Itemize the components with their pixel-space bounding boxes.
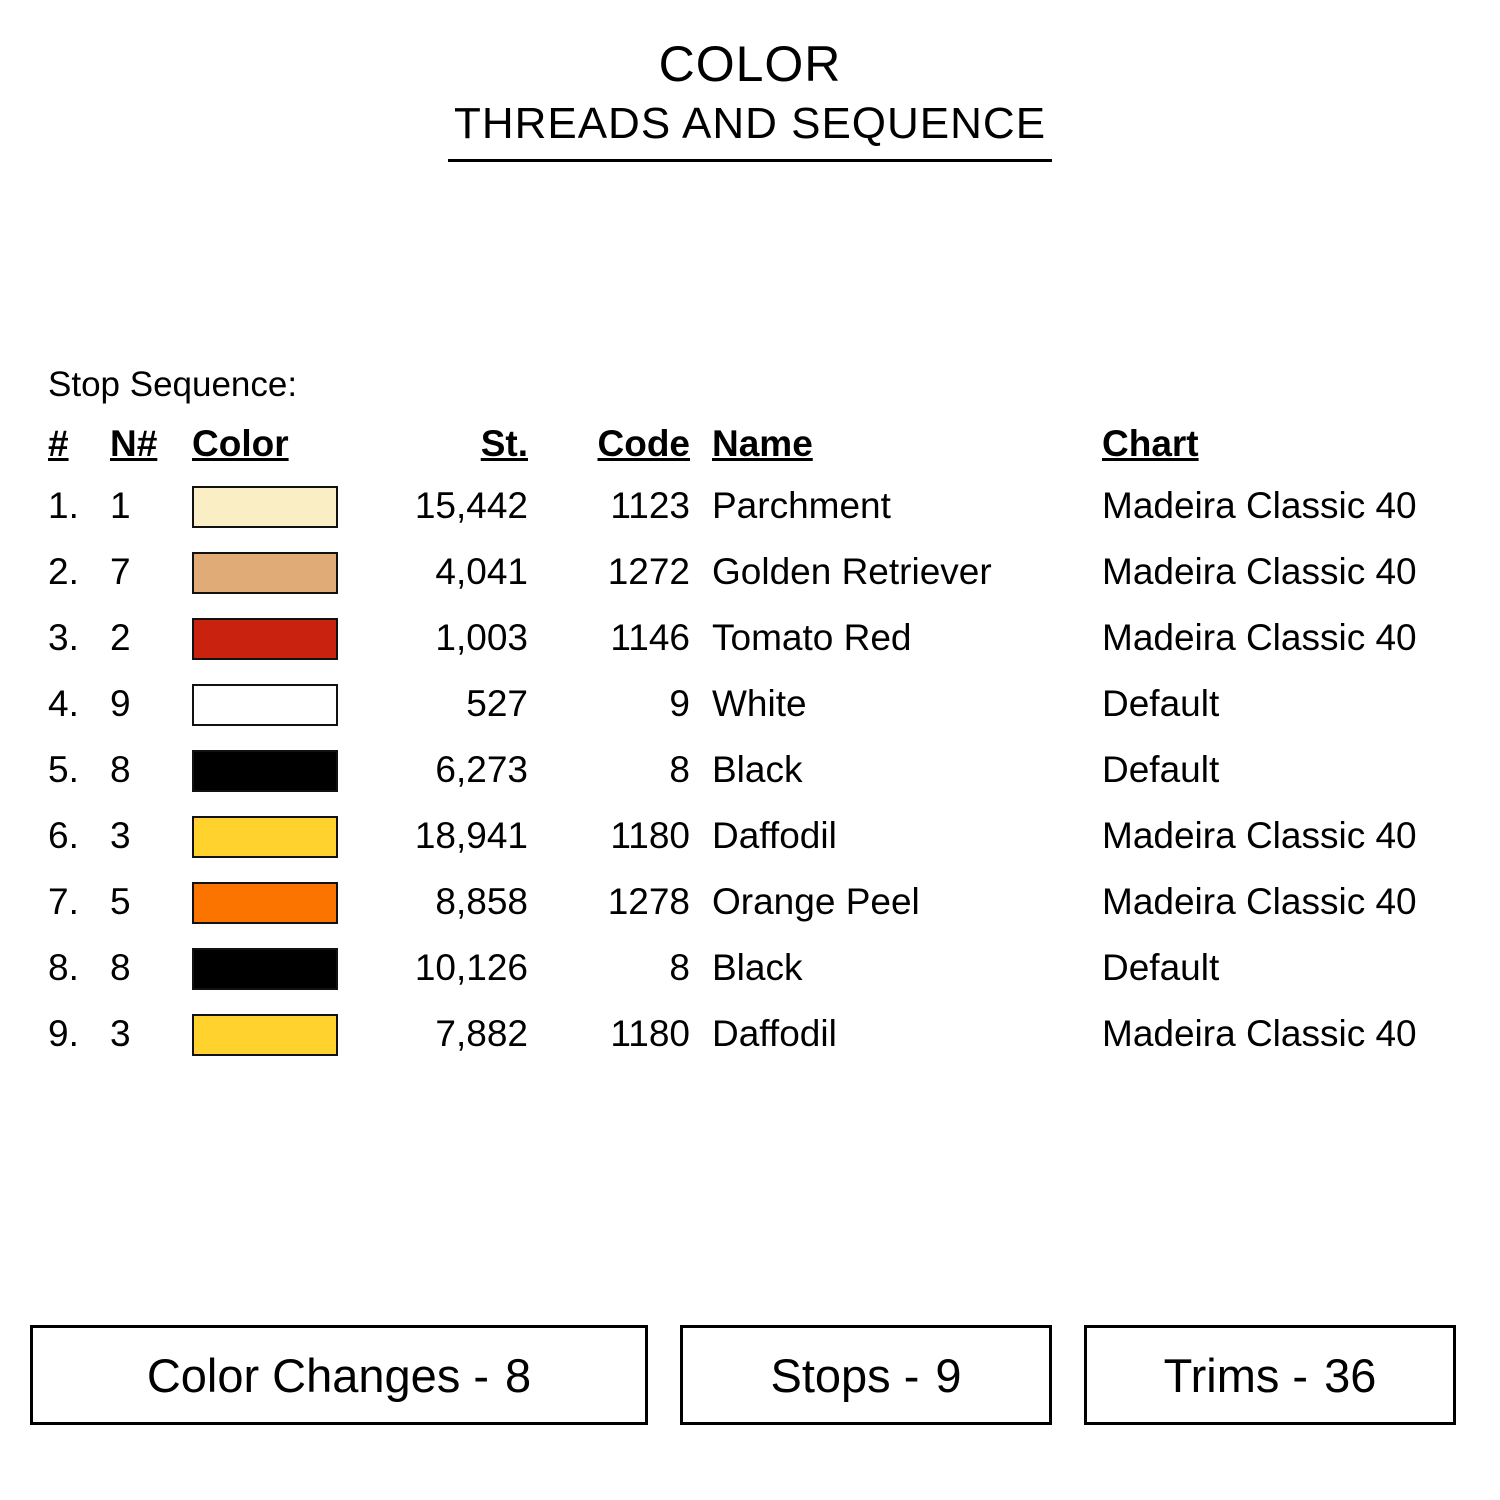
color-changes-value: 8 (505, 1348, 532, 1402)
row-chart: Madeira Classic 40 (1102, 551, 1417, 592)
page-title: COLOR (658, 36, 842, 92)
row-index: 9. (48, 1013, 79, 1054)
row-stitches: 18,941 (414, 815, 528, 856)
row-index: 5. (48, 749, 79, 790)
trims-box (1084, 1325, 1456, 1425)
row-stitches: 10,126 (414, 947, 528, 988)
row-color-cell (192, 473, 360, 539)
stop-sequence-section (48, 365, 1468, 1067)
row-name: Black (712, 947, 803, 988)
column-header-index: # (48, 423, 69, 464)
row-index: 3. (48, 617, 79, 658)
row-code: 8 (669, 947, 690, 988)
row-color-cell (192, 935, 360, 1001)
row-name: Daffodil (712, 815, 837, 856)
color-swatch (192, 486, 338, 528)
column-header-chart: Chart (1102, 423, 1199, 464)
row-stitches: 7,882 (435, 1013, 528, 1054)
row-name: Orange Peel (712, 881, 920, 922)
table-row (48, 605, 1417, 671)
row-chart: Madeira Classic 40 (1102, 881, 1417, 922)
row-needle: 8 (110, 749, 131, 790)
row-stitches: 527 (466, 683, 528, 724)
row-stitches: 6,273 (435, 749, 528, 790)
row-code: 1146 (610, 617, 690, 658)
color-swatch (192, 1014, 338, 1056)
row-code: 1180 (610, 815, 690, 856)
row-name: Parchment (712, 485, 891, 526)
row-color-cell (192, 1001, 360, 1067)
row-needle: 9 (110, 683, 131, 724)
row-name: Daffodil (712, 1013, 837, 1054)
table-row (48, 803, 1417, 869)
row-chart: Madeira Classic 40 (1102, 485, 1417, 526)
row-code: 9 (669, 683, 690, 724)
row-chart: Default (1102, 749, 1220, 790)
table-row (48, 935, 1417, 1001)
row-color-cell (192, 539, 360, 605)
trims-label: Trims - (1163, 1348, 1309, 1402)
color-swatch (192, 882, 338, 924)
row-stitches: 8,858 (435, 881, 528, 922)
column-header-code: Code (597, 423, 690, 464)
table-header-row (48, 423, 1417, 473)
row-stitches: 15,442 (414, 485, 528, 526)
table-row (48, 1001, 1417, 1067)
row-index: 1. (48, 485, 79, 526)
row-index: 7. (48, 881, 79, 922)
color-swatch (192, 750, 338, 792)
row-code: 1123 (610, 485, 690, 526)
color-changes-label: Color Changes - (146, 1348, 490, 1402)
color-swatch (192, 948, 338, 990)
row-color-cell (192, 605, 360, 671)
row-color-cell (192, 671, 360, 737)
row-needle: 3 (110, 815, 131, 856)
table-row (48, 671, 1417, 737)
table-row (48, 473, 1417, 539)
row-chart: Madeira Classic 40 (1102, 1013, 1417, 1054)
row-index: 8. (48, 947, 79, 988)
row-color-cell (192, 869, 360, 935)
thread-sequence-table (48, 423, 1417, 1067)
row-code: 1278 (607, 881, 690, 922)
row-color-cell (192, 803, 360, 869)
color-changes-box (30, 1325, 648, 1425)
row-needle: 5 (110, 881, 131, 922)
row-chart: Madeira Classic 40 (1102, 815, 1417, 856)
stops-box (680, 1325, 1052, 1425)
color-swatch (192, 816, 338, 858)
row-name: Golden Retriever (712, 551, 992, 592)
summary-row (30, 1325, 1470, 1425)
page-subtitle: THREADS AND SEQUENCE (453, 98, 1047, 148)
column-header-color: Color (192, 423, 289, 464)
color-swatch (192, 618, 338, 660)
row-code: 1180 (610, 1013, 690, 1054)
row-needle: 2 (110, 617, 131, 658)
color-swatch (192, 684, 338, 726)
row-needle: 1 (110, 485, 131, 526)
stops-label: Stops - (770, 1348, 920, 1402)
row-code: 1272 (607, 551, 690, 592)
row-needle: 3 (110, 1013, 131, 1054)
stop-sequence-label: Stop Sequence: (48, 365, 298, 404)
row-stitches: 1,003 (435, 617, 528, 658)
row-chart: Default (1102, 947, 1220, 988)
stops-value: 9 (935, 1348, 962, 1402)
page-subtitle-underline (448, 99, 1052, 162)
row-name: White (712, 683, 807, 724)
column-header-stitches: St. (480, 423, 528, 464)
row-index: 2. (48, 551, 79, 592)
row-color-cell (192, 737, 360, 803)
row-stitches: 4,041 (435, 551, 528, 592)
row-name: Black (712, 749, 803, 790)
row-chart: Madeira Classic 40 (1102, 617, 1417, 658)
column-header-name: Name (712, 423, 813, 464)
table-row (48, 869, 1417, 935)
row-index: 4. (48, 683, 79, 724)
color-swatch (192, 552, 338, 594)
row-needle: 7 (110, 551, 131, 592)
row-code: 8 (669, 749, 690, 790)
column-header-needle: N# (110, 423, 158, 464)
row-needle: 8 (110, 947, 131, 988)
row-name: Tomato Red (712, 617, 912, 658)
table-row (48, 539, 1417, 605)
row-index: 6. (48, 815, 79, 856)
row-chart: Default (1102, 683, 1220, 724)
document-header (0, 0, 1500, 162)
trims-value: 36 (1324, 1348, 1377, 1402)
table-row (48, 737, 1417, 803)
